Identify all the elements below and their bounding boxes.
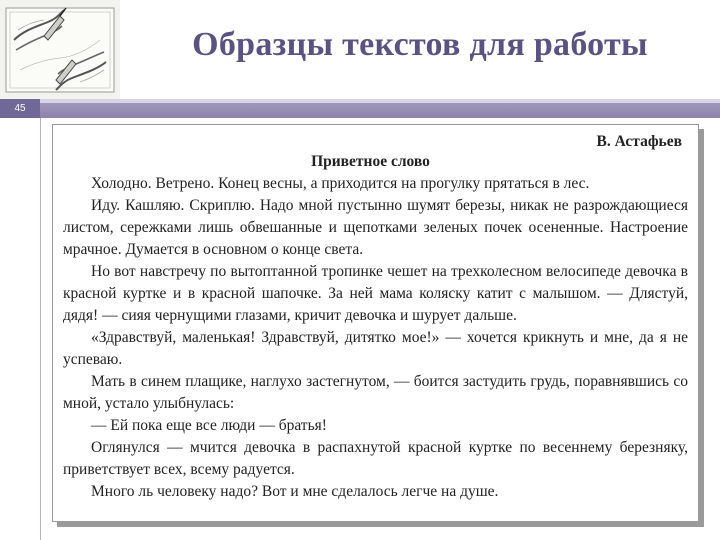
- paragraph: Иду. Кашляю. Скриплю. Надо мной пустынно шумят березы, никак не разрождающиеся листом, сережками лишь обвешанные и щепотками зеленых почек осененные. Настроение мрачное. Думается в основном о конце света.: [63, 197, 688, 258]
- drawing-hands-icon: [0, 0, 120, 99]
- paragraph: — Ей пока еще все люди — братья!: [91, 417, 327, 434]
- paragraph: Холодно. Ветрено. Конец весны, а приходится на прогулку прятаться в лес.: [91, 175, 590, 192]
- title-band: [120, 0, 720, 99]
- paragraph: Но вот навстречу по вытоптанной тропинке чешет на трехколесном велосипеде девочка в красной куртке и в красной шапочке. За ней мама коляску катит с малышом. — Длястуй, дядя! — сияя чернущими глазами, кричит девочка и шурует дальше.: [63, 263, 688, 324]
- slide-title: Образцы текстов для работы: [192, 26, 648, 63]
- author-name: В. Астафьев: [596, 133, 682, 150]
- paragraph: Мать в синем плащике, наглухо застегнутом, — боится застудить грудь, поравнявшись со мной, устало улыбнулась:: [63, 373, 688, 412]
- paragraph: Много ль человеку надо? Вот и мне сделалось легче на душе.: [91, 483, 499, 500]
- story-title: Приветное слово: [311, 153, 430, 170]
- drawing-hands-image: [0, 0, 121, 99]
- left-margin-rule: [40, 118, 41, 540]
- header-divider-highlight: [40, 99, 720, 103]
- slide-number: 45: [0, 99, 40, 118]
- paragraph: «Здравствуй, маленькая! Здравствуй, дитятко мое!» — хочется крикнуть и мне, да я не успеваю.: [63, 329, 688, 368]
- paragraph: Оглянулся — мчится девочка в распахнутой красной куртке по весеннему березняку, приветствует всех, всему радуется.: [63, 439, 688, 478]
- text-frame: [52, 124, 699, 522]
